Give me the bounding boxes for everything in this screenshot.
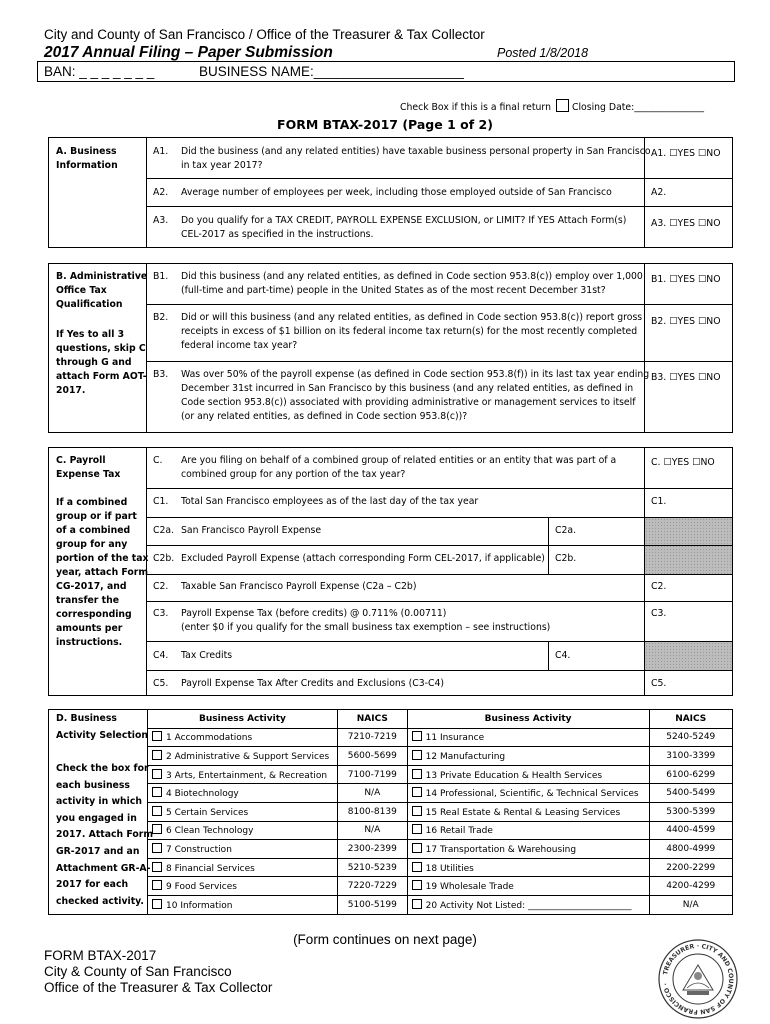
filing-title: 2017 Annual Filing – Paper Submission <box>44 44 333 61</box>
activity-cell[interactable] <box>148 840 338 859</box>
activity-label: 4 Biotechnology <box>166 789 239 800</box>
business-activity-table <box>147 709 733 915</box>
activity-label: 9 Food Services <box>166 882 237 893</box>
naics-cell <box>649 747 733 766</box>
a1-question: Did the business (and any related entities) have taxable business personal property in San Francisco in tax year 2017? <box>181 146 651 171</box>
b3-answer[interactable]: B3. ☐YES ☐NO <box>651 372 721 383</box>
naics-cell <box>337 877 407 896</box>
naics-code: 2200-2299 <box>666 862 716 873</box>
activity-label: 18 Utilities <box>425 863 474 874</box>
naics-cell <box>649 821 733 840</box>
activity-label: 13 Private Education & Health Services <box>425 770 603 781</box>
activity-label: 20 Activity Not Listed: _______________________ <box>425 900 632 911</box>
section-c <box>48 447 733 696</box>
c5-text: Payroll Expense Tax After Credits and Exclusions (C3-C4) <box>181 678 445 689</box>
naics-cell <box>337 802 407 821</box>
b2-question: Did or will this business (and any related entities, as defined in Code section 953.8(c)) report gross receipts in excess of $1 billion on its federal income tax return(s) for the most recently completed federal income tax year? <box>181 312 643 351</box>
c2-shaded-cell <box>645 518 732 574</box>
activity-row <box>148 877 733 896</box>
activity-cell[interactable] <box>407 802 649 821</box>
c-question: Are you filing on behalf of a combined group of related entities or an entity that was part of a combined group for any portion of the tax year? <box>181 455 617 480</box>
activity-checkbox[interactable] <box>412 880 422 890</box>
c3-answer[interactable]: C3. <box>651 608 667 619</box>
c2b-answer[interactable]: C2b. <box>555 553 577 564</box>
activity-cell[interactable] <box>148 802 338 821</box>
activity-checkbox[interactable] <box>412 769 422 779</box>
continues-note: (Form continues on next page) <box>293 932 477 947</box>
activity-row <box>148 747 733 766</box>
activity-checkbox[interactable] <box>152 899 162 909</box>
activity-checkbox[interactable] <box>152 787 162 797</box>
naics-code: 7220-7229 <box>347 881 397 892</box>
activity-cell[interactable] <box>407 784 649 803</box>
naics-cell <box>337 840 407 859</box>
treasurer-seal-icon <box>657 938 739 1020</box>
final-return-label: Check Box if this is a final return <box>400 102 551 113</box>
activity-cell[interactable] <box>407 765 649 784</box>
naics-code: N/A <box>682 899 699 910</box>
naics-code: 5400-5499 <box>666 788 716 799</box>
b1-answer[interactable]: B1. ☐YES ☐NO <box>651 274 721 285</box>
activity-label: 5 Certain Services <box>166 807 249 818</box>
a3-answer[interactable]: A3. ☐YES ☐NO <box>651 218 721 229</box>
activity-row <box>148 858 733 877</box>
activity-checkbox[interactable] <box>152 880 162 890</box>
naics-cell <box>337 765 407 784</box>
naics-cell <box>649 877 733 896</box>
activity-label: 12 Manufacturing <box>425 751 506 762</box>
c2a-answer[interactable]: C2a. <box>555 525 577 536</box>
naics-cell <box>337 895 407 914</box>
naics-code: 7210-7219 <box>347 732 397 743</box>
a3-id: A3. <box>153 215 169 226</box>
c4-answer[interactable]: C4. <box>555 650 571 661</box>
naics-cell <box>337 858 407 877</box>
naics-code: 4400-4599 <box>666 825 716 836</box>
activity-cell[interactable] <box>148 821 338 840</box>
activity-cell[interactable] <box>407 840 649 859</box>
c3-text: Payroll Expense Tax (before credits) @ 0.711% (0.00711) (enter $0 if you qualify for the small business tax exemption – see instructions) <box>181 608 551 633</box>
posted-date: Posted 1/8/2018 <box>497 46 589 60</box>
activity-checkbox[interactable] <box>412 843 422 853</box>
naics-code: 7100-7199 <box>347 769 397 780</box>
activity-label: 15 Real Estate & Rental & Leasing Services <box>425 807 621 818</box>
activity-checkbox[interactable] <box>152 750 162 760</box>
activity-label: 1 Accommodations <box>166 733 253 744</box>
activity-row <box>148 728 733 747</box>
c-id: C. <box>153 455 163 466</box>
activity-cell[interactable] <box>148 858 338 877</box>
b3-id: B3. <box>153 369 169 380</box>
naics-code: 5600-5699 <box>347 750 397 761</box>
activity-cell[interactable] <box>407 728 649 747</box>
c2-id: C2. <box>153 581 169 592</box>
svg-text:TREASURER · CITY AND COUNTY OF: TREASURER · CITY AND COUNTY OF SAN FRANCISCO · <box>662 942 735 1016</box>
section-c-label: C. Payroll Expense Tax <box>56 455 121 480</box>
c1-answer[interactable]: C1. <box>651 496 667 507</box>
a2-id: A2. <box>153 187 169 198</box>
c2-text: Taxable San Francisco Payroll Expense (C2a – C2b) <box>181 581 417 592</box>
activity-row <box>148 821 733 840</box>
activity-label: 11 Insurance <box>425 733 485 744</box>
c2a-text: San Francisco Payroll Expense <box>181 525 322 536</box>
a3-question: Do you qualify for a TAX CREDIT, PAYROLL EXPENSE EXCLUSION, or LIMIT? If YES Attach Form(s) CEL-2017 as specified in the instructions. <box>181 215 627 240</box>
activity-checkbox[interactable] <box>412 806 422 816</box>
ban-field[interactable]: BAN: _ _ _ _ _ _ _ <box>44 64 155 79</box>
activity-checkbox[interactable] <box>152 843 162 853</box>
activity-checkbox[interactable] <box>152 824 162 834</box>
naics-cell <box>649 765 733 784</box>
form-title: FORM BTAX-2017 (Page 1 of 2) <box>277 117 493 132</box>
c2-answer[interactable]: C2. <box>651 581 667 592</box>
naics-cell <box>649 784 733 803</box>
c5-id: C5. <box>153 678 169 689</box>
activity-header-row <box>148 710 733 729</box>
c2b-id: C2b. <box>153 553 175 564</box>
activity-checkbox[interactable] <box>152 862 162 872</box>
activity-header-right: Business Activity <box>407 710 649 729</box>
naics-code: 5210-5239 <box>347 862 397 873</box>
section-d-note: Check the box for each business activity in which you engaged in 2017. Attach Form GR-2017 and an Attachment GR-A- 2017 for each checked activity. <box>56 763 153 907</box>
b1-question: Did this business (and any related entities, as defined in Code section 953.8(c)) employ over 1,000 (full-time and part-time) people in the United States as of the most recent December 31st? <box>181 271 643 296</box>
c1-id: C1. <box>153 496 169 507</box>
activity-checkbox[interactable] <box>412 824 422 834</box>
naics-code: 5300-5399 <box>666 806 716 817</box>
activity-row <box>148 895 733 914</box>
naics-cell <box>649 840 733 859</box>
activity-checkbox[interactable] <box>412 787 422 797</box>
activity-header-left: Business Activity <box>148 710 338 729</box>
naics-code: 3100-3399 <box>666 750 716 761</box>
naics-header-left: NAICS <box>337 710 407 729</box>
naics-cell <box>337 728 407 747</box>
activity-checkbox[interactable] <box>412 750 422 760</box>
activity-cell[interactable] <box>407 747 649 766</box>
c-answer[interactable]: C. ☐YES ☐NO <box>651 457 715 468</box>
activity-label: 14 Professional, Scientific, & Technical Services <box>425 789 639 800</box>
b2-answer[interactable]: B2. ☐YES ☐NO <box>651 316 721 327</box>
activity-cell[interactable] <box>407 895 649 914</box>
activity-label: 6 Clean Technology <box>166 826 254 837</box>
final-return-row <box>400 99 704 115</box>
b3-question: Was over 50% of the payroll expense (as defined in Code section 953.8(f)) in its last tax year ending December 31st incurred in San Francisco by this business (and any related entities, as defined in Code section 953.8(c)) associated with providing administrative or management services to itself (or any related entities, as defined in Code section 953.8(c))? <box>181 369 650 422</box>
activity-cell[interactable] <box>407 821 649 840</box>
c2b-text: Excluded Payroll Expense (attach corresponding Form CEL-2017, if applicable) <box>181 553 545 564</box>
c4-text: Tax Credits <box>181 650 233 661</box>
naics-cell <box>649 858 733 877</box>
activity-checkbox[interactable] <box>412 731 422 741</box>
a2-answer[interactable]: A2. <box>651 187 667 198</box>
activity-cell[interactable] <box>148 765 338 784</box>
section-a-label: A. Business Information <box>56 146 118 171</box>
activity-label: 16 Retail Trade <box>425 826 493 837</box>
agency-line: City and County of San Francisco / Office of the Treasurer & Tax Collector <box>44 27 485 42</box>
c1-text: Total San Francisco employees as of the last day of the tax year <box>181 496 479 507</box>
section-c-note: If a combined group or if part of a combined group for any portion of the tax year, attach Form CG-2017, and transfer the corresponding amounts per instructions. <box>56 497 149 648</box>
activity-row <box>148 840 733 859</box>
activity-row <box>148 784 733 803</box>
activity-cell[interactable] <box>407 858 649 877</box>
activity-label: 3 Arts, Entertainment, & Recreation <box>166 770 328 781</box>
section-b-note: If Yes to all 3 questions, skip C through G and attach Form AOT- 2017. <box>56 329 147 396</box>
naics-cell <box>649 728 733 747</box>
c4-shaded-cell <box>645 642 732 670</box>
activity-label: 17 Transportation & Warehousing <box>425 844 577 855</box>
a1-answer[interactable]: A1. ☐YES ☐NO <box>651 148 721 159</box>
business-name-field[interactable]: BUSINESS NAME:____________________ <box>199 64 464 79</box>
b2-id: B2. <box>153 312 169 323</box>
naics-code: N/A <box>364 788 381 799</box>
activity-checkbox[interactable] <box>412 862 422 872</box>
activity-cell[interactable] <box>148 728 338 747</box>
naics-cell <box>649 802 733 821</box>
activity-label: 8 Financial Services <box>166 863 255 874</box>
footer-form: FORM BTAX-2017 <box>44 948 157 963</box>
activity-checkbox[interactable] <box>152 769 162 779</box>
activity-row <box>148 765 733 784</box>
activity-row <box>148 802 733 821</box>
naics-code: N/A <box>364 825 381 836</box>
naics-cell <box>337 747 407 766</box>
closing-date-field[interactable]: Closing Date:_______________ <box>571 102 704 113</box>
activity-checkbox[interactable] <box>152 731 162 741</box>
naics-code: 4800-4999 <box>666 843 716 854</box>
naics-cell <box>649 895 733 914</box>
activity-cell[interactable] <box>148 784 338 803</box>
c4-id: C4. <box>153 650 169 661</box>
section-b-label: B. Administrative Office Tax Qualification <box>56 271 148 310</box>
naics-code: 2300-2399 <box>347 843 397 854</box>
c2a-id: C2a. <box>153 525 175 536</box>
footer-city: City & County of San Francisco <box>44 964 232 979</box>
footer-office: Office of the Treasurer & Tax Collector <box>44 980 273 995</box>
b1-id: B1. <box>153 271 169 282</box>
final-return-checkbox[interactable] <box>556 99 569 112</box>
naics-cell <box>337 784 407 803</box>
naics-code: 5240-5249 <box>666 732 716 743</box>
activity-cell[interactable] <box>148 877 338 896</box>
c3-id: C3. <box>153 608 169 619</box>
naics-header-right: NAICS <box>649 710 733 729</box>
activity-cell[interactable] <box>148 895 338 914</box>
activity-label: 2 Administrative & Support Services <box>166 751 330 762</box>
section-d-label: D. Business Activity Selection <box>56 713 148 741</box>
naics-code: 4200-4299 <box>666 881 716 892</box>
activity-checkbox[interactable] <box>152 806 162 816</box>
footer-block <box>44 948 272 996</box>
activity-label: 7 Construction <box>166 844 232 855</box>
a2-question: Average number of employees per week, including those employed outside of San Francisco <box>181 187 612 198</box>
naics-code: 6100-6299 <box>666 769 716 780</box>
naics-cell <box>337 821 407 840</box>
a1-id: A1. <box>153 146 169 157</box>
activity-label: 10 Information <box>166 900 233 911</box>
activity-label: 19 Wholesale Trade <box>425 882 514 893</box>
naics-code: 5100-5199 <box>347 899 397 910</box>
activity-cell[interactable] <box>407 877 649 896</box>
naics-code: 8100-8139 <box>347 806 397 817</box>
activity-cell[interactable] <box>148 747 338 766</box>
activity-checkbox[interactable] <box>412 899 422 909</box>
c5-answer[interactable]: C5. <box>651 678 667 689</box>
